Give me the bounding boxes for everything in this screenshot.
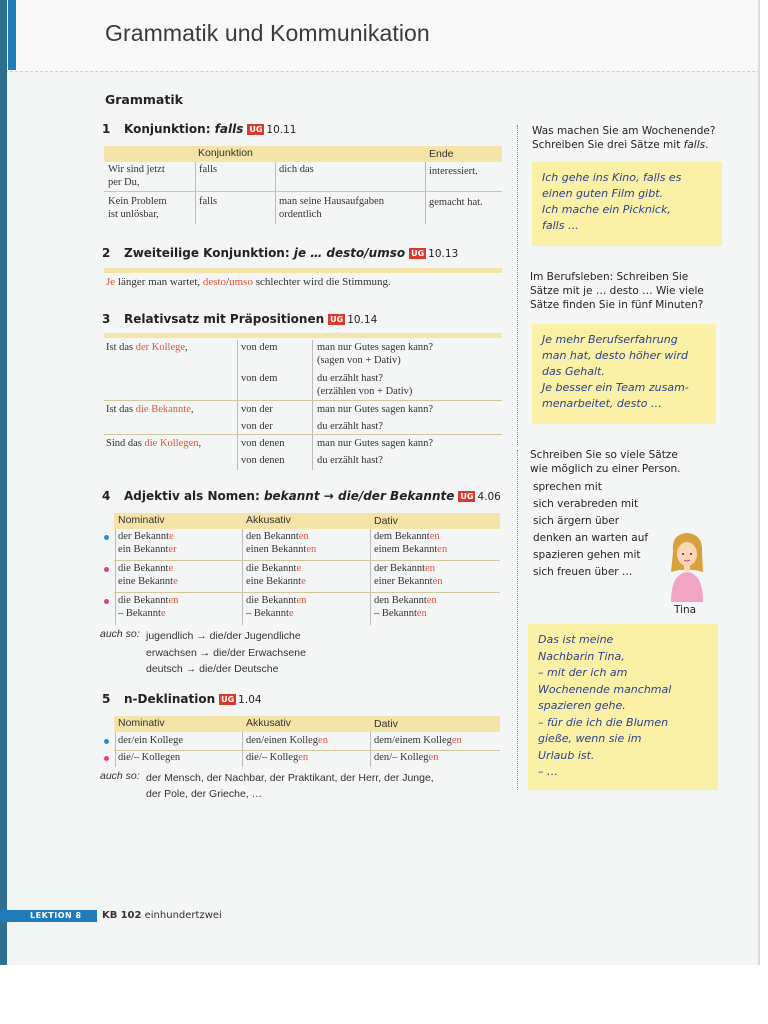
tina-illustration-icon xyxy=(665,530,709,602)
s1-row2-mid: man seine Hausaufgaben ordentlich xyxy=(279,196,384,220)
gender-dot xyxy=(104,739,109,744)
side3-verbs: sprechen mit sich verabreden mit sich ärgern über denken an warten auf spazieren gehen mit sich freuen über … xyxy=(533,481,649,578)
s1-row2-a: Kein Problem ist unlösbar, xyxy=(108,196,167,220)
s3-preposition: von denen xyxy=(241,455,285,466)
s3-clause: man nur Gutes sagen kann? (sagen von + Dativ) xyxy=(317,342,434,366)
s5-table-header: Nominativ Akkusativ Dativ xyxy=(114,716,500,732)
gender-dot xyxy=(104,567,109,572)
s3-subject: Ist das der Kollege, xyxy=(106,342,188,353)
s3-clause: du erzählt hast? xyxy=(317,455,383,466)
s4-examples: jugendlich → die/der Jugendliche erwachsen → die/der Erwachsene deutsch → die/der Deutsche xyxy=(146,630,306,675)
s5-akkusativ: den/einen Kollegen xyxy=(246,735,328,746)
side1-prompt: Was machen Sie am Wochenende? Schreiben Sie drei Sätze mit falls. xyxy=(532,125,716,151)
s3-preposition: von dem xyxy=(241,373,278,384)
page-number: KB 102 einhundertzwei xyxy=(102,910,222,921)
s4-nominativ: der Bekannte ein Bekannter xyxy=(118,531,177,555)
side1-note: Ich gehe ins Kino, falls es einen guten Film gibt. Ich mache ein Picknick, falls … xyxy=(532,162,722,246)
page-edge xyxy=(0,0,7,965)
s4-akkusativ: die Bekannten – Bekannte xyxy=(246,595,307,619)
section-3-heading: 3 Relativsatz mit Präpositionen UG 10.14 xyxy=(102,312,378,326)
s5-dativ: den/– Kollegen xyxy=(374,752,439,763)
ug-badge: UG xyxy=(249,125,263,134)
s4-akkusativ: die Bekannte eine Bekannte xyxy=(246,563,306,587)
s1-row2-ende: gemacht hat. xyxy=(429,197,483,208)
s5-examples: der Mensch, der Nachbar, der Praktikant, der Herr, der Junge, der Pole, der Grieche, … xyxy=(146,772,434,800)
s3-subject: Ist das die Bekannte, xyxy=(106,404,194,415)
s3-clause: du erzählt hast? (erzählen von + Dativ) xyxy=(317,373,413,397)
s4-dativ: der Bekannten einer Bekannten xyxy=(374,563,443,587)
s1-row1-mid: dich das xyxy=(279,164,314,175)
ug-badge: UG xyxy=(330,315,344,324)
s1-row1-konj: falls xyxy=(199,164,218,175)
s3-preposition: von der xyxy=(241,421,273,432)
side3-note: Das ist meine Nachbarin Tina, – mit der ich am Wochenende manchmal spazieren gehe. – für die ich die Blumen gieße, wenn sie im Urlaub ist. – … xyxy=(528,624,718,790)
s5-auch-so: auch so: xyxy=(100,770,140,782)
s5-nominativ: die/– Kollegen xyxy=(118,752,181,763)
s4-auch-so: auch so: xyxy=(100,628,140,640)
side2-note: Je mehr Berufserfahrung man hat, desto höher wird das Gehalt. Je besser ein Team zusam- menarbeitet, desto … xyxy=(532,324,716,424)
s1-row1-a: Wir sind jetzt per Du, xyxy=(108,164,165,188)
s3-preposition: von denen xyxy=(241,438,285,449)
grammatik-heading: Grammatik xyxy=(105,92,183,107)
s5-dativ: dem/einem Kollegen xyxy=(374,735,462,746)
s1-row2-konj: falls xyxy=(199,196,218,207)
s4-dativ: den Bekannten – Bekannten xyxy=(374,595,437,619)
section-1-heading: 1 Konjunktion: falls UG 10.11 xyxy=(102,122,297,136)
s1-row1-ende: interessiert. xyxy=(429,166,478,177)
s3-clause: man nur Gutes sagen kann? xyxy=(317,438,434,449)
s5-akkusativ: die/– Kollegen xyxy=(246,752,309,763)
section-5-heading: 5 n-Deklination UG 1.04 xyxy=(102,692,262,706)
person-name: Tina xyxy=(674,604,697,616)
ug-badge: UG xyxy=(221,695,235,704)
gender-dot xyxy=(104,756,109,761)
s3-clause: man nur Gutes sagen kann? xyxy=(317,404,434,415)
s2-example-sentence: Je länger man wartet, desto/umso schlechter wird die Stimmung. xyxy=(106,276,391,288)
side3-prompt: Schreiben Sie so viele Sätze wie möglich zu einer Person. xyxy=(530,449,681,475)
ug-badge: UG xyxy=(411,249,425,258)
gender-dot xyxy=(104,599,109,604)
s1-table-header: Konjunktion Ende xyxy=(104,146,502,162)
section-4-heading: 4 Adjektiv als Nomen: bekannt → die/der Bekannte UG 4.06 xyxy=(102,489,501,503)
s4-nominativ: die Bekannten – Bekannte xyxy=(118,595,179,619)
ug-badge: UG xyxy=(460,492,474,501)
side2-prompt: Im Berufsleben: Schreiben Sie Sätze mit je … desto … Wie viele Sätze finden Sie in fünf Minuten? xyxy=(530,271,704,311)
s3-subject: Sind das die Kollegen, xyxy=(106,438,202,449)
s4-dativ: dem Bekannten einem Bekannten xyxy=(374,531,448,555)
lektion-badge: LEKTION 8 xyxy=(0,910,97,922)
s4-table-header: Nominativ Akkusativ Dativ xyxy=(114,513,500,529)
s4-nominativ: die Bekannte eine Bekannte xyxy=(118,563,178,587)
s4-akkusativ: den Bekannten einen Bekannten xyxy=(246,531,317,555)
gender-dot xyxy=(104,535,109,540)
s3-preposition: von dem xyxy=(241,342,278,353)
s3-clause: du erzählt hast? xyxy=(317,421,383,432)
section-2-heading: 2 Zweiteilige Konjunktion: je … desto/umso UG 10.13 xyxy=(102,246,459,260)
page-title: Grammatik und Kommunikation xyxy=(105,20,430,46)
s5-nominativ: der/ein Kollege xyxy=(118,735,184,746)
s3-preposition: von der xyxy=(241,404,273,415)
chapter-tab xyxy=(8,0,16,70)
